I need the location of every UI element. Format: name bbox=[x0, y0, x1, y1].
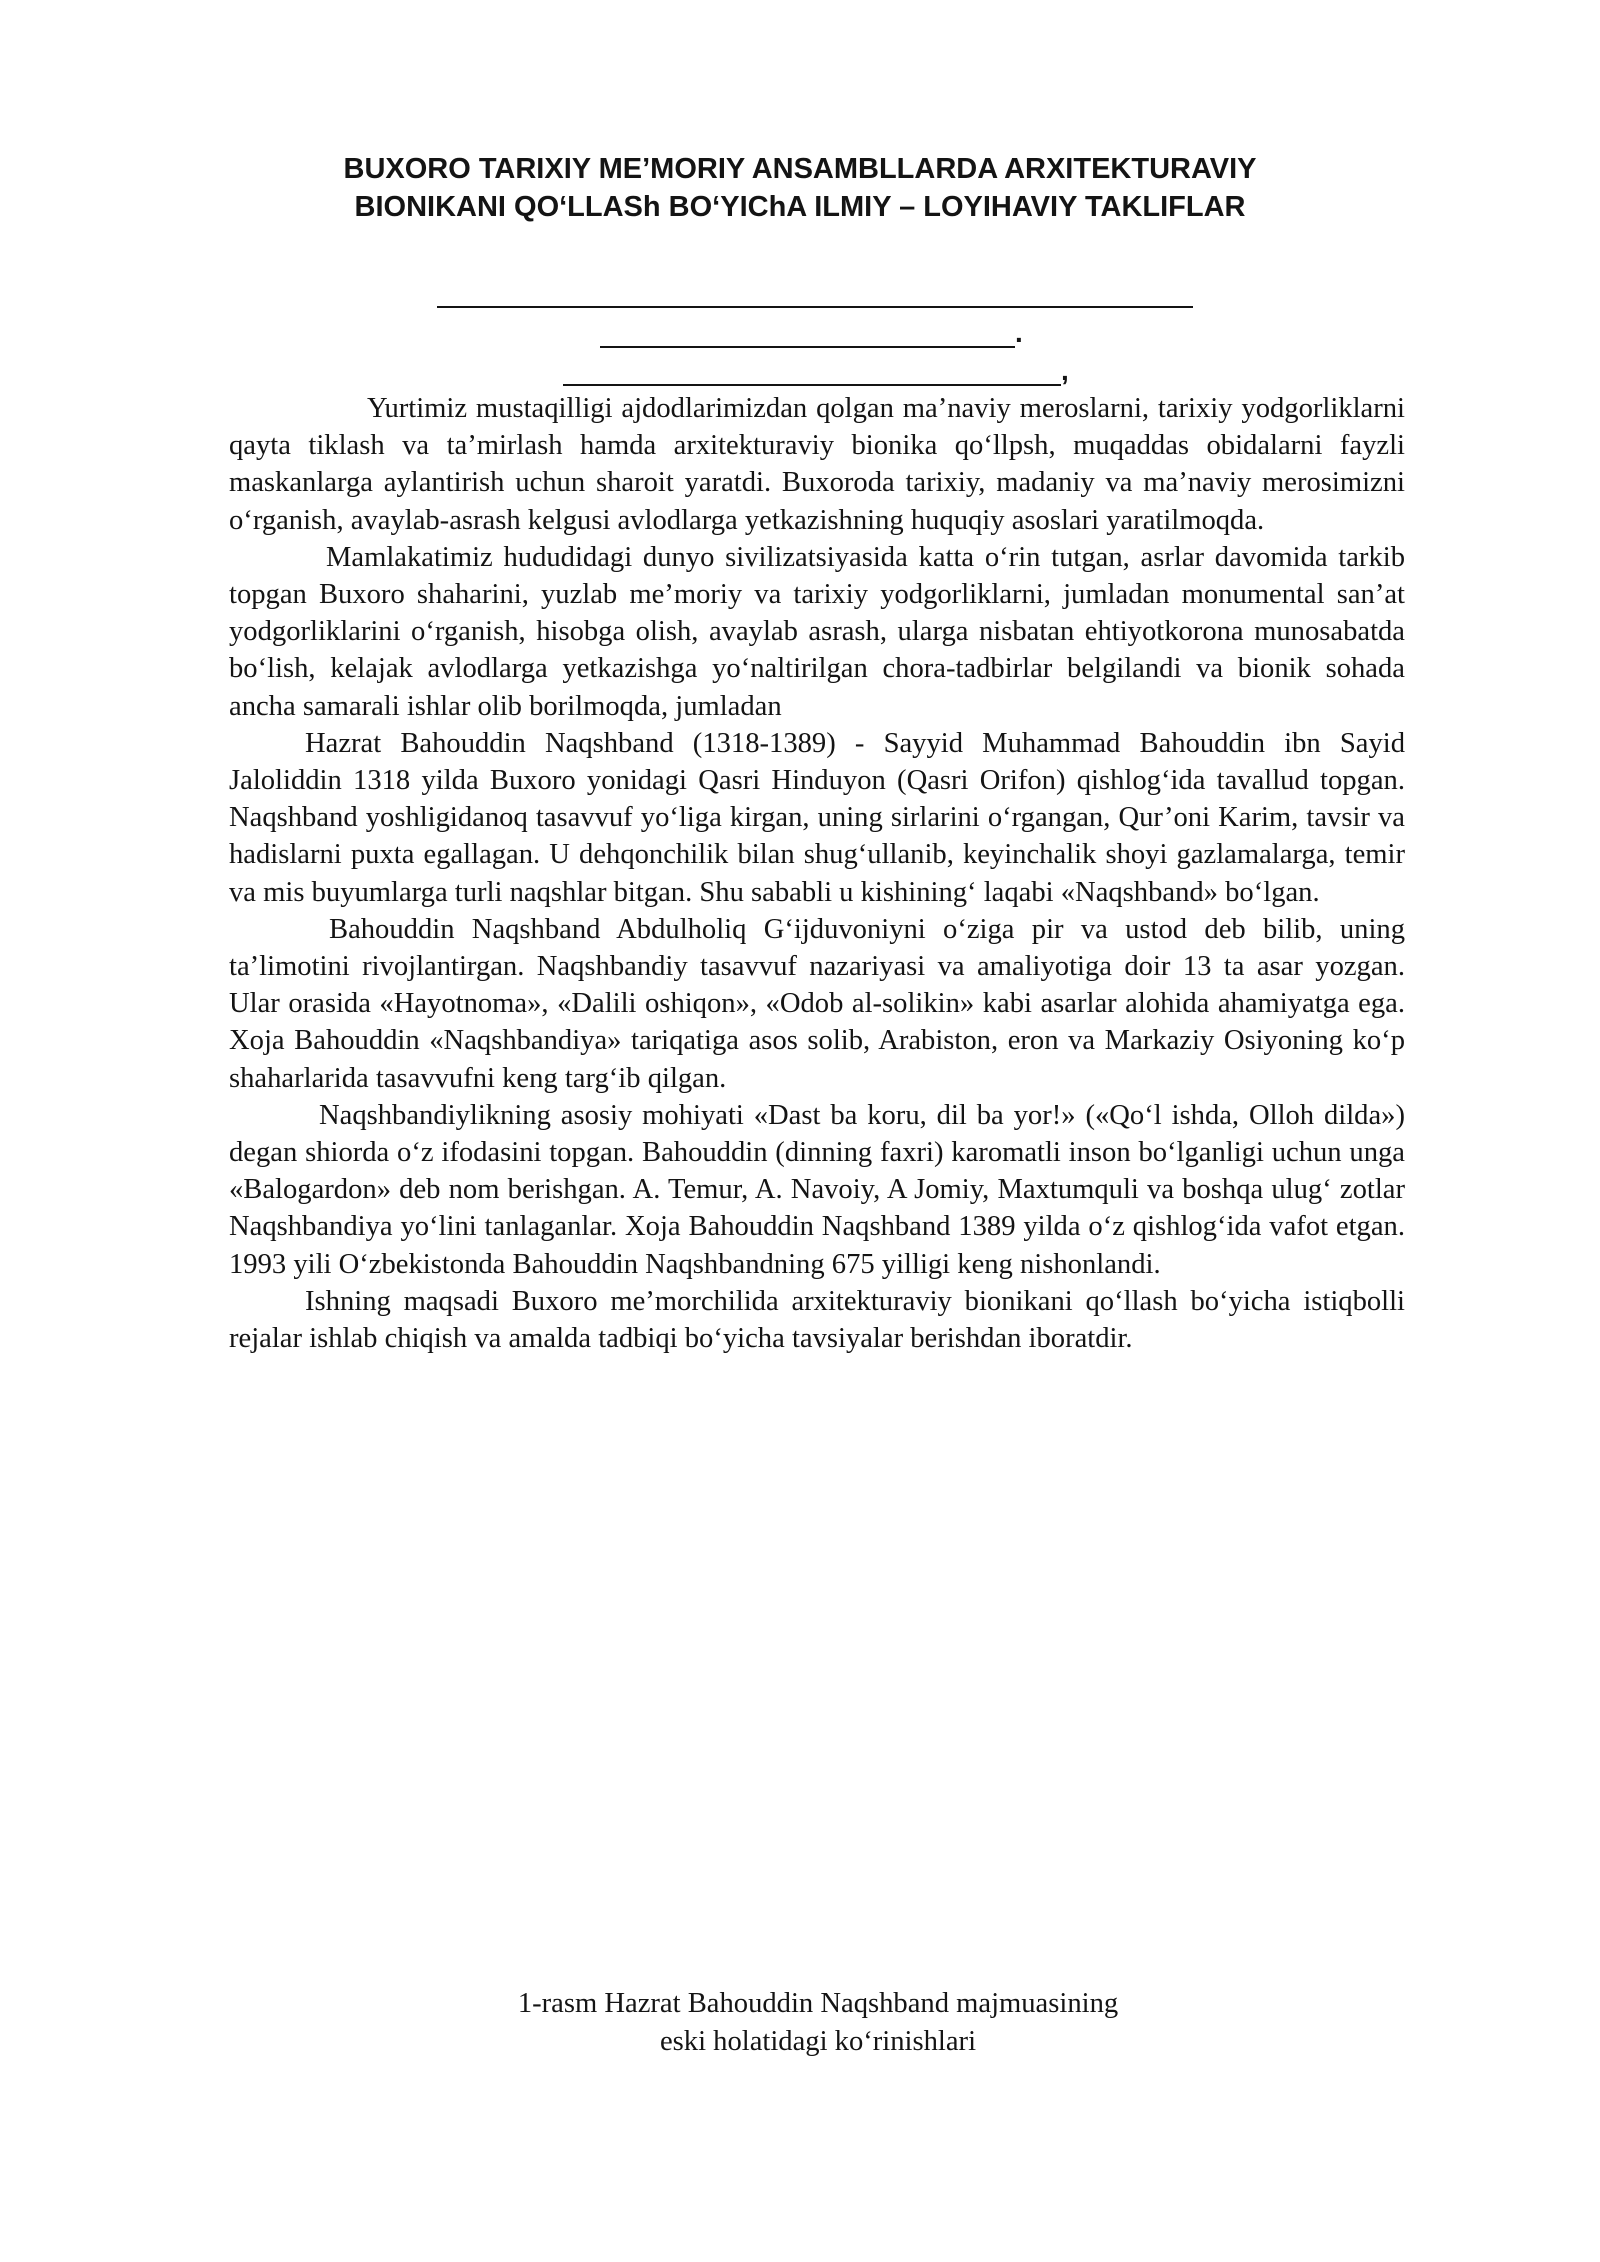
author-blank-rule bbox=[437, 280, 1193, 308]
title-line-2: BIONIKANI QO‘LLASh BO‘YIChA ILMIY – LOYIHAVIY TAKLIFLAR bbox=[354, 191, 1246, 223]
body-paragraph: Naqshbandiylikning asosiy mohiyati «Dast ba koru, dil ba yor!» («Qo‘l ishda, Olloh dilda») degan shiorda o‘z ifodasini topgan. Bahouddin (dinning faxri) karomatli inson bo‘lganligi uchun unga «Balogardon» deb nom berishgan. A. Temur, A. Navoiy, A Jomiy, Maxtumquli va boshqa ulug‘ zotlar Naqshbandiya yo‘lini tanlaganlar. Xoja Bahouddin Naqshband 1389 yilda o‘z qishlog‘ida vafot etgan. 1993 yili O‘zbekistonda Bahouddin Naqshbandning 675 yilligi keng nishonlandi. bbox=[229, 1099, 1405, 1280]
caption-line-1: 1-rasm Hazrat Bahouddin Naqshband majmuasining bbox=[517, 1988, 1119, 2019]
body-paragraph: Hazrat Bahouddin Naqshband (1318-1389) - Sayyid Muhammad Bahouddin ibn Sayid Jaloliddin 1318 yilda Buxoro yonidagi Qasri Hinduyon (Qasri Orifon) qishlog‘ida tavallud topgan. Naqshband yoshligidanoq tasavvuf yo‘liga kirgan, uning sirlarini o‘rgangan, Qur’oni Karim, tavsir va hadislarni puxta egallagan. U dehqonchilik bilan shug‘ullanib, keyinchalik shoyi gazlamalarga, temir va mis buyumlarga turli naqshlar bitgan. Shu sababli u kishining‘ laqabi «Naqshband» bo‘lgan. bbox=[229, 727, 1405, 908]
author-line-punctuation: . bbox=[1015, 317, 1023, 348]
figure-caption bbox=[230, 1985, 1406, 2061]
body-paragraph: Yurtimiz mustaqilligi ajdodlarimizdan qolgan ma’naviy meroslarni, tarixiy yodgorliklarni qayta tiklash va ta’mirlash hamda arxitekturaviy bionika qo‘llpsh, muqaddas obidalarni fayzli maskanlarga aylantirish uchun sharoit yaratdi. Buxoroda tarixiy, madaniy va ma’naviy merosimizni o‘rganish, avaylab-asrash kelgusi avlodlarga yetkazishning huquqiy asoslari yaratilmoqda. bbox=[229, 393, 1405, 536]
document-title bbox=[230, 150, 1370, 226]
body-paragraph: Mamlakatimiz hududidagi dunyo sivilizatsiyasida katta o‘rin tutgan, asrlar davomida tarkib topgan Buxoro shaharini, yuzlab me’moriy va tarixiy yodgorliklarni, jumladan monumental san’at yodgorliklarini o‘rganish, hisobga olish, avaylab asrash, ularga nisbatan ehtiyotkorona munosabatda bo‘lish, kelajak avlodlarga yetkazishga yo‘naltirilgan chora-tadbirlar belgilandi va bionik sohada ancha samarali ishlar olib borilmoqda, jumladan bbox=[229, 541, 1405, 722]
author-blank-line-2 bbox=[600, 318, 1023, 348]
author-line-punctuation: , bbox=[1061, 355, 1069, 386]
author-blank-rule bbox=[563, 358, 1061, 386]
author-blank-line-1 bbox=[437, 278, 1193, 308]
caption-line-2: eski holatidagi ko‘rinishlari bbox=[659, 2026, 977, 2057]
author-blank-line-3 bbox=[563, 356, 1069, 386]
author-blank-rule bbox=[600, 320, 1015, 348]
body-paragraph: Ishning maqsadi Buxoro me’morchilida arxitekturaviy bionikani qo‘llash bo‘yicha istiqbolli rejalar ishlab chiqish va amalda tadbiqi bo‘yicha tavsiyalar berishdan iboratdir. bbox=[229, 1285, 1405, 1355]
body-paragraph: Bahouddin Naqshband Abdulholiq G‘ijduvoniyni o‘ziga pir va ustod deb bilib, uning ta’limotini rivojlantirgan. Naqshbandiy tasavvuf nazariyasi va amaliyotiga doir 13 ta asar yozgan. Ular orasida «Hayotnoma», «Dalili oshiqon», «Odob al-solikin» kabi asarlar alohida ahamiyatga ega. Xoja Bahouddin «Naqshbandiya» tariqatiga asos solib, Arabiston, eron va Markaziy Osiyoning ko‘p shaharlarida tasavvufni keng targ‘ib qilgan. bbox=[229, 913, 1405, 1094]
title-line-1: BUXORO TARIXIY ME’MORIY ANSAMBLLARDA ARXITEKTURAVIY bbox=[343, 153, 1257, 185]
document-body bbox=[229, 390, 1405, 1357]
